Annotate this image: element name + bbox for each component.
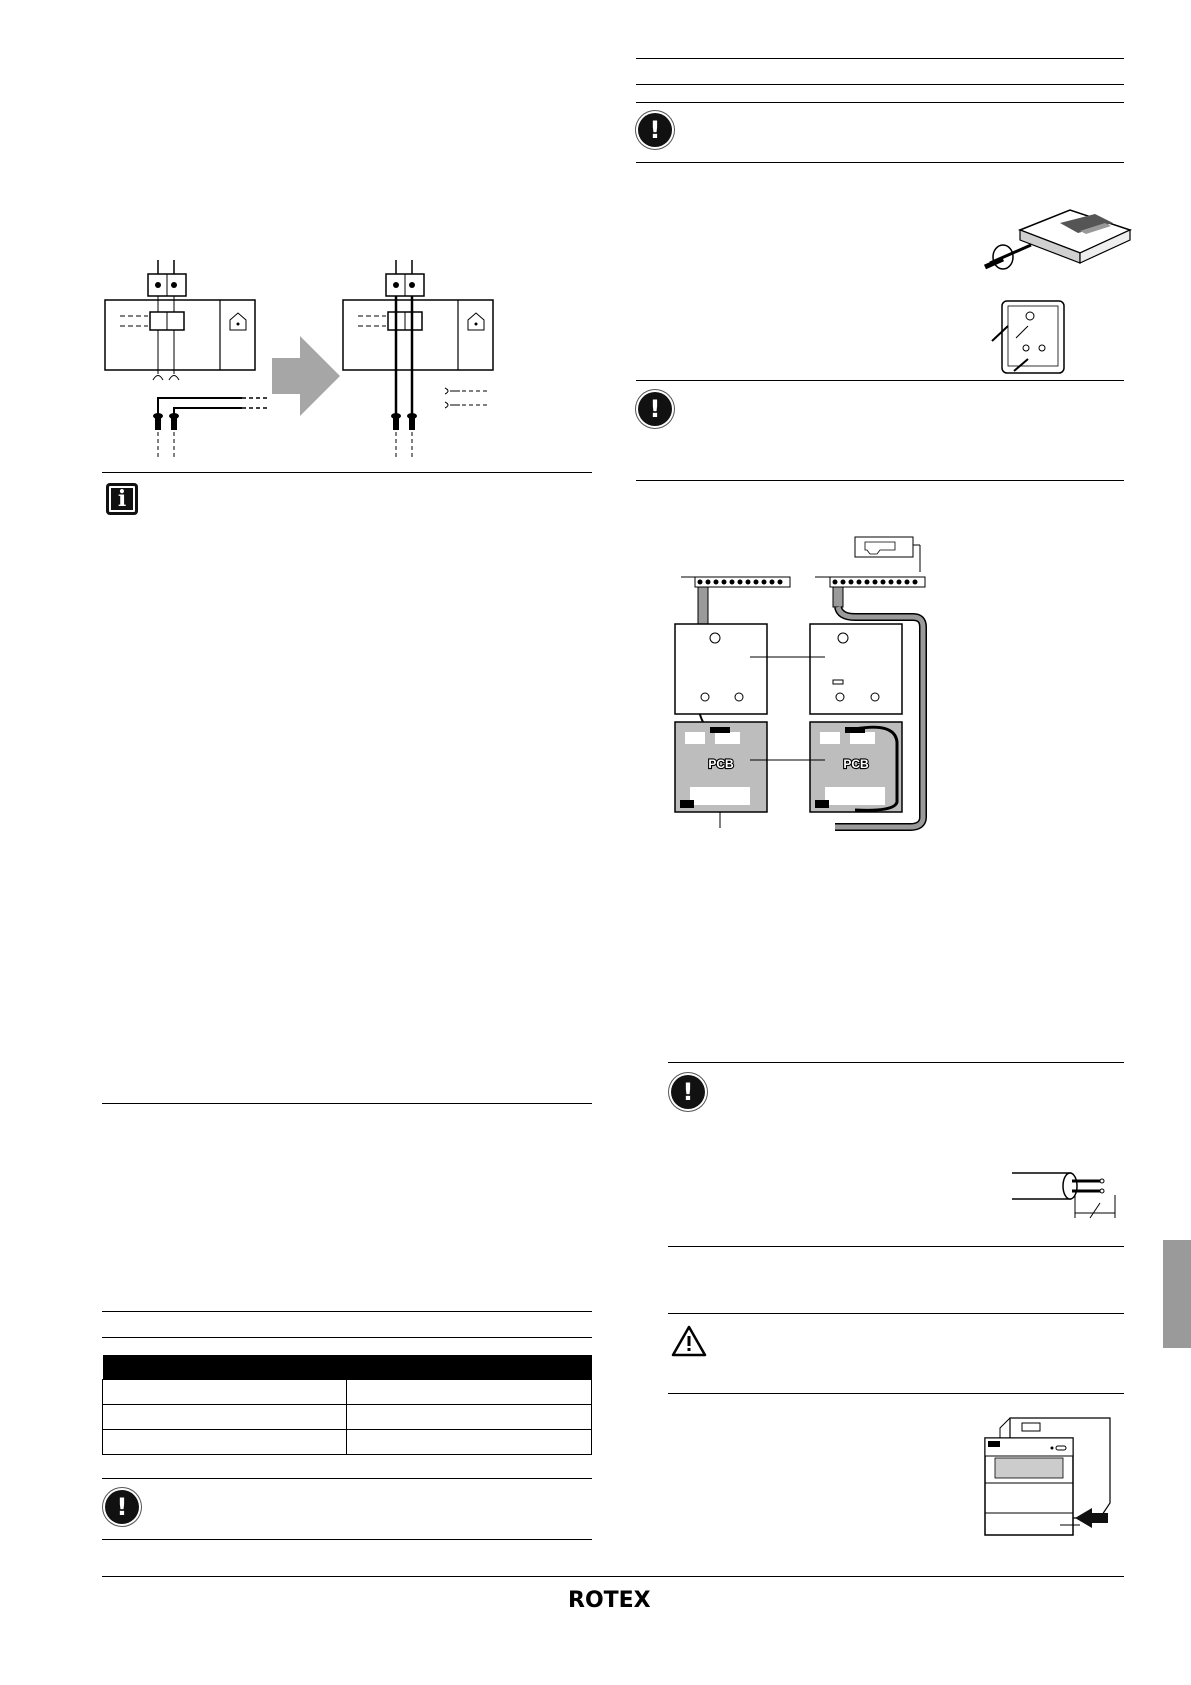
divider <box>102 1337 592 1338</box>
exclamation-circle-icon: ! <box>638 392 672 426</box>
divider <box>102 1103 592 1104</box>
table-header-row <box>103 1355 592 1380</box>
pcb-label: PCB <box>708 757 734 771</box>
exclamation-circle-icon: ! <box>638 113 672 147</box>
warning-triangle-icon <box>671 1325 707 1357</box>
terminal-strip-left <box>681 577 790 587</box>
divider <box>102 1311 592 1312</box>
table-row <box>103 1430 592 1455</box>
terminal-strip-right <box>815 577 925 587</box>
remote-controller-illustration <box>985 205 1135 280</box>
pcb-label: PCB <box>843 757 869 771</box>
divider <box>668 1313 1124 1314</box>
divider <box>102 1539 592 1540</box>
divider <box>636 102 1124 103</box>
pcb-wiring-figure <box>655 532 940 832</box>
cable-strip-illustration <box>1010 1163 1120 1223</box>
divider <box>636 58 1124 59</box>
divider <box>636 162 1124 163</box>
table-row <box>103 1380 592 1405</box>
divider <box>102 472 592 473</box>
section-side-tab <box>1163 1240 1191 1348</box>
divider <box>668 1062 1124 1063</box>
divider <box>668 1393 1124 1394</box>
brand-logo: ROTEX <box>568 1588 651 1613</box>
divider <box>636 380 1124 381</box>
exclamation-circle-icon: ! <box>105 1490 139 1524</box>
divider <box>636 84 1124 85</box>
divider <box>668 1246 1124 1247</box>
table-row <box>103 1405 592 1430</box>
wiring-diagram-before <box>100 258 260 458</box>
controller-insertion-illustration <box>980 1413 1120 1538</box>
divider <box>636 480 1124 481</box>
info-box-icon: i <box>106 483 138 515</box>
divider <box>102 1478 592 1479</box>
exclamation-circle-icon: ! <box>671 1075 705 1109</box>
specification-table <box>102 1355 592 1455</box>
wiring-diagram-after <box>338 258 513 458</box>
wall-mount-plate-illustration <box>990 296 1070 381</box>
right-arrow-icon <box>272 336 340 416</box>
footer-divider <box>102 1576 1124 1577</box>
